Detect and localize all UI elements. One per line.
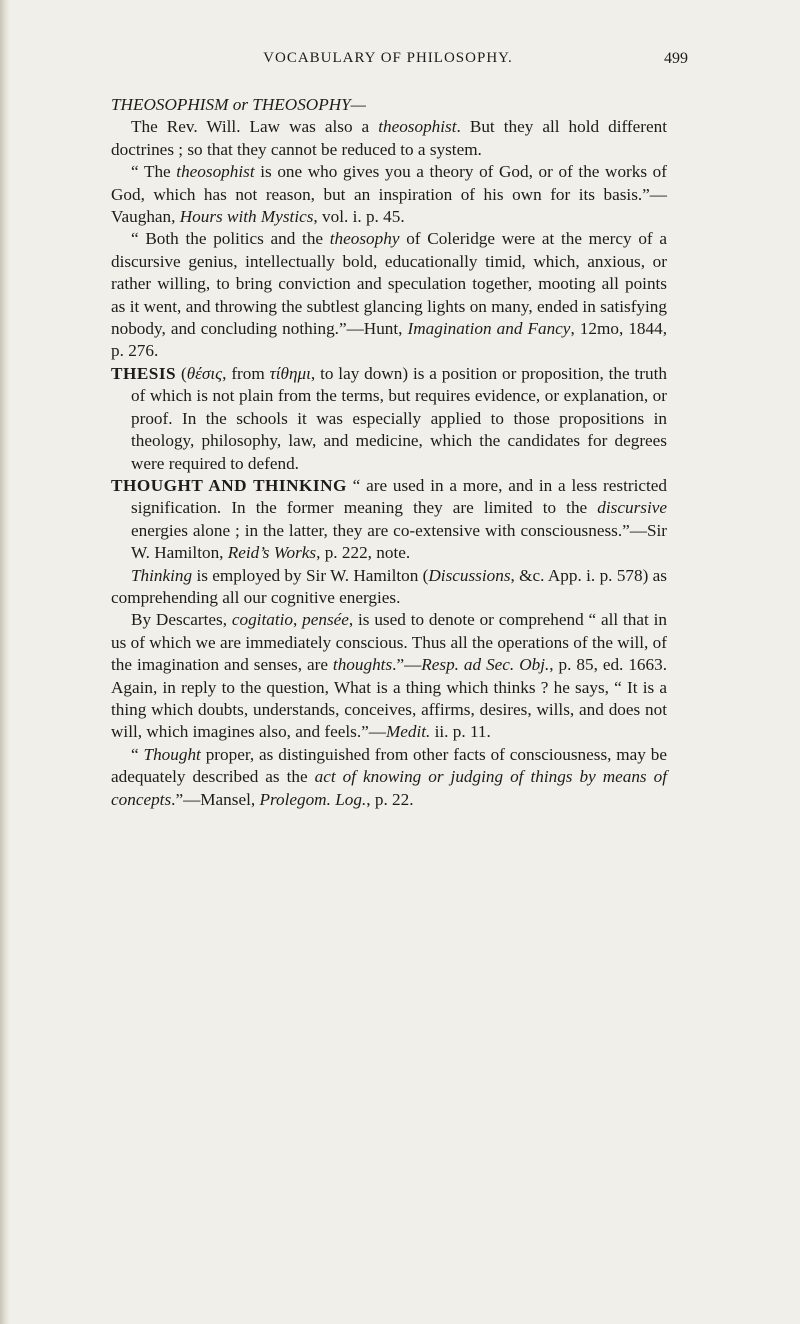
text-span: , p. 85, ed. 1663. Again, in reply to the question, What is a thing which thinks ? he says, “ It is a thing which doubts, understands, conceives, affirms, desires, wills, and does not will, which imagines also, and feels.”— <box>111 655 667 742</box>
entry-theosophism-paragraph-2 <box>111 161 667 228</box>
italic-term: pensée <box>302 610 349 630</box>
text-span: , vol. i. p. 45. <box>313 207 405 227</box>
text-span: “ <box>131 744 144 764</box>
italic-term: cogitatio <box>231 610 293 630</box>
text-span: , <box>292 610 303 630</box>
headword-theosophism: THEOSOPHISM or THEOSOPHY— <box>111 95 366 114</box>
text-span: , to lay down) is a position or proposition, the truth of which is not plain from the terms, but requires evidence, or explanation, or proof. In the schools it was especially applied to those propositions in theology, philosophy, law, and medicine, which the candidates for degrees were required to defend. <box>131 363 667 473</box>
text-span: “ The <box>131 162 177 182</box>
text-span: .”— <box>392 655 422 675</box>
entry-theosophism-paragraph-3 <box>111 228 667 362</box>
italic-term: Thinking <box>131 565 193 585</box>
text-span: , from <box>222 363 270 383</box>
italic-source: Hours with Mystics <box>179 207 314 227</box>
italic-term: discursive <box>597 498 667 518</box>
entry-thought-paragraph-4 <box>111 744 667 811</box>
running-head: VOCABULARY OF PHILOSOPHY. <box>263 50 513 66</box>
italic-term: theosophist <box>176 162 255 182</box>
text-span: . But they all hold different doctrines ; so that they cannot be reduced to a system. <box>111 117 667 159</box>
italic-term: act of knowing or judging of things by means of concepts <box>111 767 667 809</box>
text-span: , p. 22. <box>366 789 414 809</box>
headword-thought: THOUGHT AND THINKING <box>111 475 347 495</box>
italic-term: theosophy <box>329 229 400 249</box>
italic-term: theosophist <box>378 117 457 137</box>
greek-word: θέσις <box>186 363 223 383</box>
headword-thesis: THESIS <box>111 363 177 383</box>
text-span: of Coleridge were at the mercy of a discursive genius, intellectually bold, educationally timid, which, anxious, or rather willing, to bring conviction and speculation together, mooting all points as it went, and throwing the subtlest glancing lights on many, ended in satisfying nobody, and concluding nothing.”—Hunt, <box>111 229 667 339</box>
entry-thought <box>111 475 667 565</box>
italic-source: Imagination and Fancy <box>407 319 571 339</box>
text-span: , &c. App. i. p. 578) as comprehending all our cognitive energies. <box>111 565 667 607</box>
italic-source: Prolegom. Log. <box>259 789 367 809</box>
text-span: energies alone ; in the latter, they are co-extensive with consciousness.”—Sir W. Hamilton, <box>131 520 667 563</box>
text-span: is one who gives you a theory of God, or of the works of God, which has not reason, but an inspiration of his own for its basis.”—Vaughan, <box>111 162 667 227</box>
italic-term: Thought <box>143 744 201 764</box>
greek-root: τίθημι <box>269 363 311 383</box>
entry-theosophism-heading <box>111 94 667 116</box>
italic-source: Medit. <box>385 722 431 742</box>
text-span: “ are used in a more, and in a less restricted signification. In the former meaning they are limited to the <box>131 475 667 518</box>
entry-thought-paragraph-3 <box>111 609 667 743</box>
text-span: proper, as distinguished from other facts of consciousness, may be adequately described as the <box>111 744 667 787</box>
page-spine-shadow <box>0 0 10 1324</box>
page-header <box>108 50 688 72</box>
text-span: , p. 222, note. <box>316 543 411 563</box>
entry-thesis <box>111 363 667 475</box>
italic-source: Reid’s Works <box>227 543 317 563</box>
page-number: 499 <box>664 50 688 67</box>
page-body <box>111 94 667 811</box>
text-span: , 12mo, 1844, p. 276. <box>111 319 668 361</box>
text-span: ii. p. 11. <box>430 722 491 742</box>
text-span: is employed by Sir W. Hamilton ( <box>192 565 429 585</box>
text-span: .”—Mansel, <box>171 789 260 809</box>
entry-theosophism-paragraph-1 <box>111 116 667 161</box>
text-span: The Rev. Will. Law was also a <box>131 117 379 137</box>
italic-term: thoughts <box>332 655 393 675</box>
text-span: , is used to denote or comprehend “ all that in us of which we are immediately conscious. Thus all the operations of the will, of the imagination and senses, are <box>111 610 668 675</box>
italic-source: Discussions <box>428 565 511 585</box>
text-span: ( <box>176 363 187 383</box>
text-span: “ Both the politics and the <box>131 229 330 249</box>
entry-thought-paragraph-2 <box>111 565 667 610</box>
text-span: By Descartes, <box>131 610 232 630</box>
italic-source: Resp. ad Sec. Obj. <box>421 655 550 675</box>
